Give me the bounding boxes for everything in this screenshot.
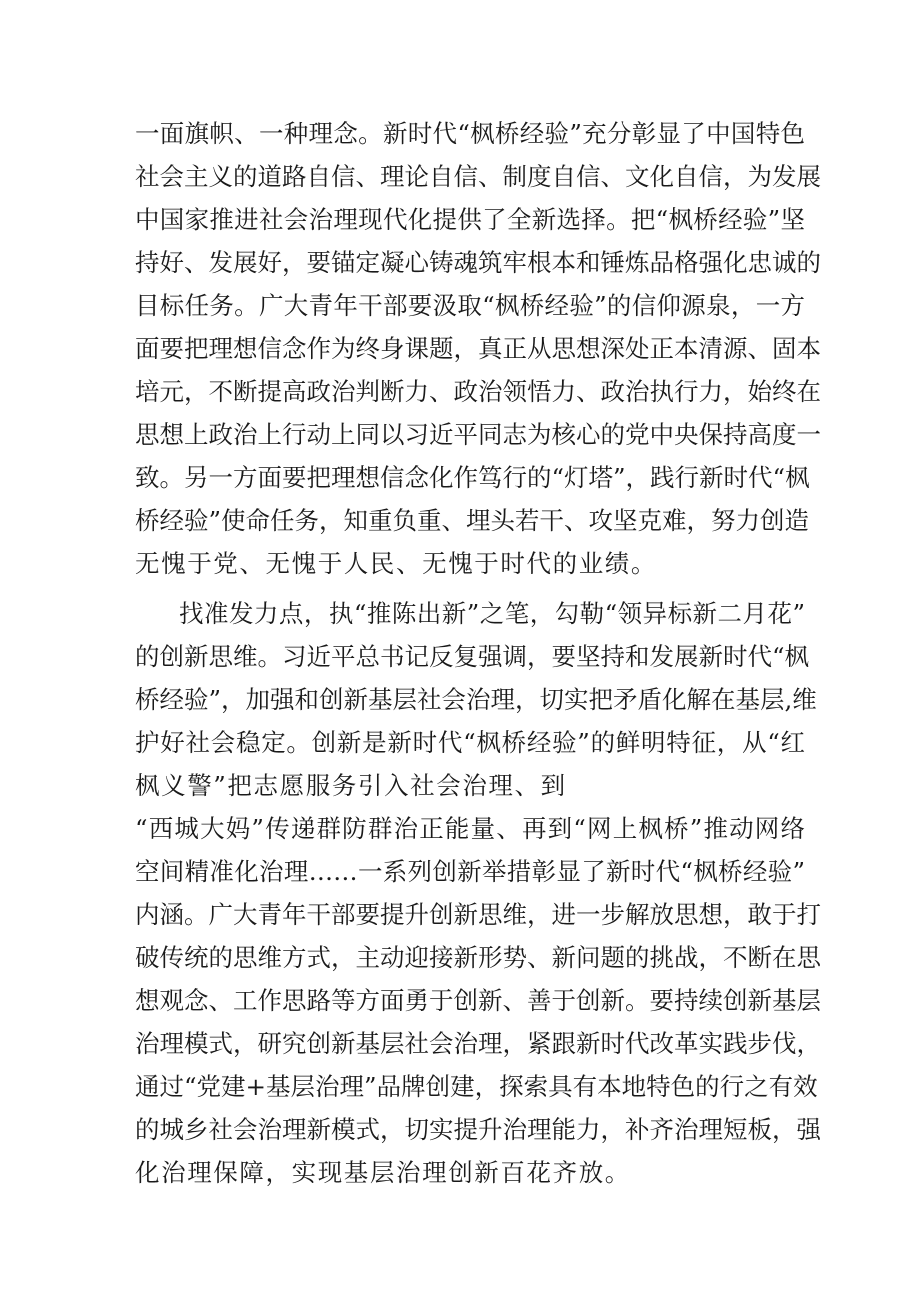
text-line: 中国家推进社会治理现代化提供了全新选择。把“枫桥经验”坚 [135,205,805,234]
text-line: 治理模式，研究创新基层社会治理，紧跟新时代改革实践步伐， [135,1029,821,1058]
text-line: 护好社会稳定。创新是新时代“枫桥经验”的鲜明特征，从“红 [135,728,805,757]
text-line: 培元，不断提高政治判断力、政治领悟力、政治执行力，始终在 [135,377,821,406]
text-line: 致。另一方面要把理想信念化作笃行的“灯塔”，践行新时代“枫 [135,463,810,492]
text-line: 目标任务。广大青年干部要汲取“枫桥经验”的信仰源泉，一方 [135,291,805,320]
paragraph-gap [135,585,805,592]
text-line: 一面旗帜、一种理念。新时代“枫桥经验”充分彰显了中国特色 [135,119,805,148]
text-line: 破传统的思维方式，主动迎接新形势、新问题的挑战，不断在思 [135,943,821,972]
paragraph-1 [135,112,821,585]
text-line: 桥经验”使命任务，知重负重、埋头若干、攻坚克难，努力创造 [135,506,810,535]
body-text [135,112,821,1194]
text-line: 社会主义的道路自信、理论自信、制度自信、文化自信，为发展 [135,162,821,191]
text-line: 化治理保障，实现基层治理创新百花齐放。 [135,1158,631,1187]
text-line: 枫义警”把志愿服务引入社会治理、到 [135,771,567,800]
text-line: 内涵。广大青年干部要提升创新思维，进一步解放思想，敢于打 [135,900,821,929]
text-line: 找准发力点，执“推陈出新”之笔，勾勒“领异标新二月花” [179,599,805,628]
text-line: 的创新思维。习近平总书记反复强调，要坚持和发展新时代“枫 [135,642,810,671]
text-line: “西城大妈”传递群防群治正能量、再到“网上枫桥”推动网络 [135,814,805,843]
text-line: 空间精准化治理……一系列创新举措彰显了新时代“枫桥经验” [135,857,805,886]
text-line: 思想上政治上行动上同以习近平同志为核心的党中央保持高度一 [135,420,821,449]
text-line: 持好、发展好，要锚定凝心铸魂筑牢根本和锤炼品格强化忠诚的 [135,248,821,277]
text-line: 桥经验”，加强和创新基层社会治理，切实把矛盾化解在基层,维 [135,685,817,714]
text-line: 面要把理想信念作为终身课题，真正从思想深处正本清源、固本 [135,334,821,363]
text-line: 无愧于党、无愧于人民、无愧于时代的业绩。 [135,549,657,578]
text-line: 的城乡社会治理新模式，切实提升治理能力，补齐治理短板，强 [135,1115,821,1144]
text-line: 通过“党建+基层治理”品牌创建，探索具有本地特色的行之有效 [135,1072,818,1101]
paragraph-2 [135,592,821,1194]
text-line: 想观念、工作思路等方面勇于创新、善于创新。要持续创新基层 [135,986,821,1015]
